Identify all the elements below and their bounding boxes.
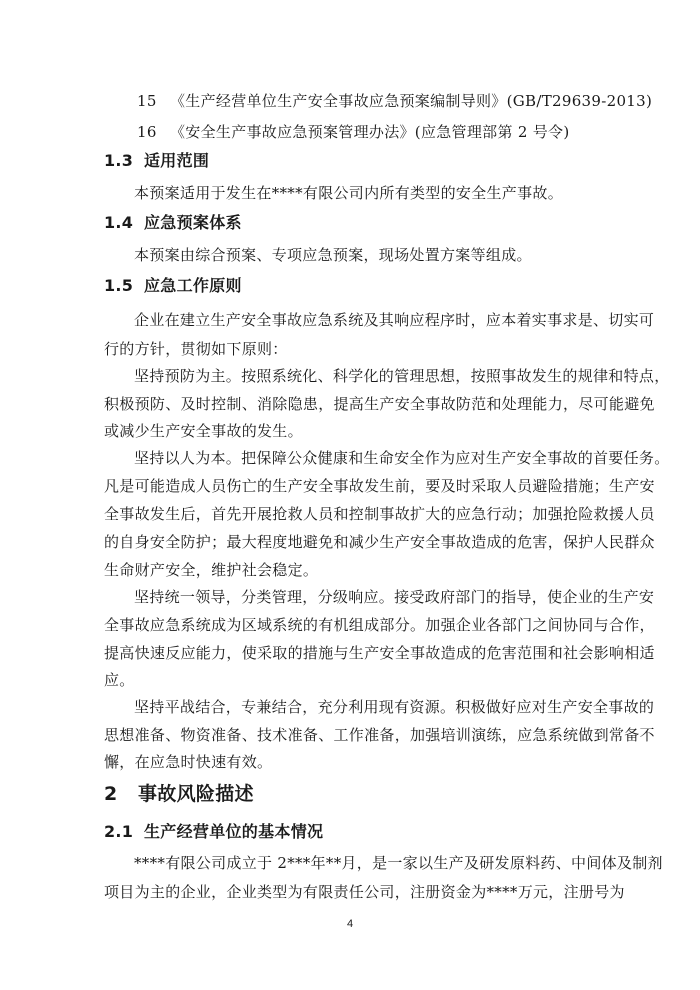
paragraph-line: 思想准备、物资准备、技术准备、工作准备，加强培训演练，应急系统做到常备不 bbox=[104, 726, 655, 744]
section-heading-1-4 bbox=[104, 212, 242, 234]
section-heading-2-1 bbox=[104, 821, 323, 843]
section-title: 应急预案体系 bbox=[144, 213, 242, 232]
paragraph-line: 积极预防、及时控制、消除隐患，提高生产安全事故防范和处理能力，尽可能避免 bbox=[104, 395, 655, 413]
paragraph-line: 坚持统一领导，分类管理，分级响应。接受政府部门的指导，使企业的生产安 bbox=[134, 588, 655, 606]
paragraph-line: 全事故应急系统成为区域系统的有机组成部分。加强企业各部门之间协同与合作， bbox=[104, 616, 655, 634]
paragraph-line: 生命财产安全，维护社会稳定。 bbox=[104, 561, 319, 579]
paragraph-line: 项目为主的企业，企业类型为有限责任公司，注册资金为****万元，注册号为 bbox=[104, 883, 625, 901]
section-title: 应急工作原则 bbox=[144, 276, 242, 295]
paragraph-line: 提高快速反应能力，使采取的措施与生产安全事故造成的危害范围和社会影响相适 bbox=[104, 644, 655, 662]
paragraph-line: 坚持平战结合，专兼结合，充分利用现有资源。积极做好应对生产安全事故的 bbox=[134, 698, 655, 716]
section-title: 生产经营单位的基本情况 bbox=[144, 822, 324, 841]
section-heading-1-3 bbox=[104, 150, 209, 172]
paragraph-line: 本预案适用于发生在****有限公司内所有类型的安全生产事故。 bbox=[134, 184, 564, 202]
paragraph-line: 的自身安全防护；最大程度地避免和减少生产安全事故造成的危害，保护人民群众 bbox=[104, 533, 655, 551]
paragraph-line: 凡是可能造成人员伤亡的生产安全事故发生前，要及时采取人员避险措施；生产安 bbox=[104, 477, 655, 495]
paragraph-line: ****有限公司成立于 2***年**月，是一家以生产及研发原料药、中间体及制剂 bbox=[134, 854, 663, 872]
paragraph-line: 懈，在应急时快速有效。 bbox=[104, 753, 273, 771]
section-title: 适用范围 bbox=[144, 151, 210, 170]
paragraph-line: 全事故发生后，首先开展抢救人员和控制事故扩大的应急行动；加强抢险救援人员 bbox=[104, 505, 655, 523]
reference-item bbox=[137, 122, 570, 142]
chapter-title: 事故风险描述 bbox=[138, 783, 254, 805]
page-number: 4 bbox=[346, 918, 354, 930]
reference-text: 《生产经营单位生产安全事故应急预案编制导则》(GB/T29639-2013) bbox=[170, 92, 653, 110]
section-number: 1.3 bbox=[104, 151, 134, 170]
section-number: 1.5 bbox=[104, 276, 134, 295]
paragraph-line: 本预案由综合预案、专项应急预案，现场处置方案等组成。 bbox=[134, 246, 532, 264]
chapter-number: 2 bbox=[104, 783, 118, 805]
paragraph-line: 应。 bbox=[104, 671, 135, 689]
paragraph-line: 坚持以人为本。把保障公众健康和生命安全作为应对生产安全事故的首要任务。 bbox=[134, 449, 670, 467]
section-number: 1.4 bbox=[104, 213, 134, 232]
section-heading-1-5 bbox=[104, 275, 242, 297]
paragraph-line: 坚持预防为主。按照系统化、科学化的管理思想，按照事故发生的规律和特点， bbox=[134, 367, 670, 385]
reference-item bbox=[137, 91, 652, 111]
reference-number: 15 bbox=[137, 92, 157, 110]
section-number: 2.1 bbox=[104, 822, 134, 841]
reference-number: 16 bbox=[137, 123, 157, 141]
paragraph-line: 行的方针，贯彻如下原则： bbox=[104, 340, 288, 358]
paragraph-line: 或减少生产安全事故的发生。 bbox=[104, 422, 303, 440]
paragraph-line: 企业在建立生产安全事故应急系统及其响应程序时，应本着实事求是、切实可 bbox=[134, 311, 655, 329]
reference-text: 《安全生产事故应急预案管理办法》(应急管理部第 2 号令) bbox=[170, 123, 570, 141]
chapter-heading-2 bbox=[104, 781, 254, 807]
